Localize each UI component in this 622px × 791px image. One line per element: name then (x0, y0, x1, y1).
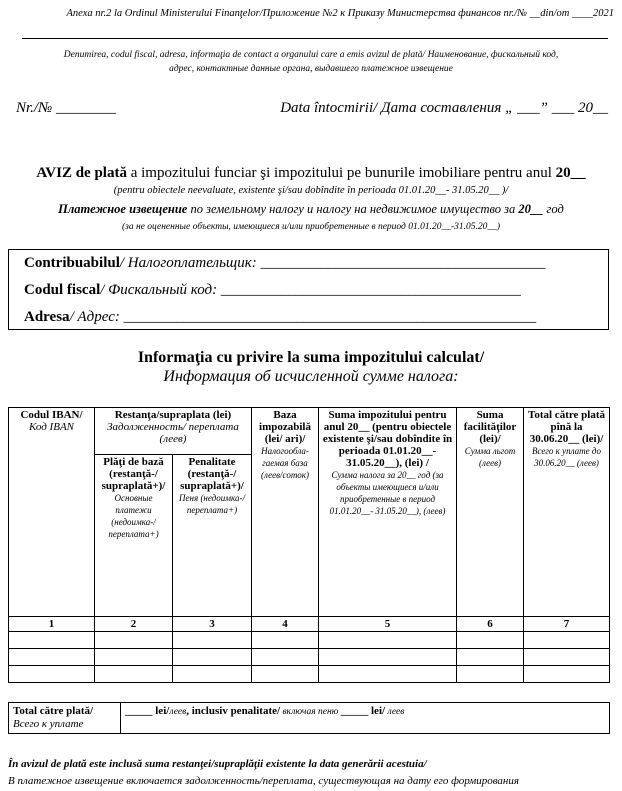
table-header-row (9, 408, 610, 455)
col-sum-ru: Сумма налога за 20__ год (за объекты имеющиеся и/или приобретенные в период 01.01.20__- 31.05.20__), (леев) (329, 470, 446, 516)
col-facilities-ru: Сумма льгот (леев) (464, 446, 516, 468)
total-amount: _____ lei/ (125, 705, 170, 717)
col-sum-header (319, 408, 457, 617)
address-label: Adresa (24, 309, 70, 325)
col-facilities-ro: Suma facilităţilor (lei)/ (463, 409, 517, 445)
col-base-header (252, 408, 319, 617)
col-iban-ru: Код IBAN (29, 421, 74, 433)
col-total-ru: Всего к уплате до 30.06.20__ (леев) (532, 446, 601, 468)
col-total-ro: Total către plată pînă la 30.06.20__ (lei)/ (528, 409, 606, 445)
total-amount-ru: леев (169, 707, 187, 717)
table-cell (95, 632, 173, 649)
taxpayer-box (8, 249, 609, 330)
title-ro-rest: a impozitului funciar şi impozitului pe bunurile imobiliare pentru anul (126, 165, 556, 181)
info-title (10, 348, 612, 386)
table-row (9, 632, 610, 649)
col-base-payments-ro: Plăţi de bază (restanţă-/ supraplată+)/ (101, 456, 166, 492)
table-cell (524, 666, 610, 683)
table-row (9, 649, 610, 666)
col-arrears-ru: Задолженность/ переплата (леев) (107, 421, 239, 445)
taxpayer-row (24, 255, 546, 272)
fiscal-code-label: Codul fiscal (24, 282, 101, 298)
table-row (9, 666, 610, 683)
table-cell (252, 666, 319, 683)
number-field: Nr./№ ________ (16, 100, 116, 116)
table-cell (457, 649, 524, 666)
col-number: 5 (319, 617, 457, 632)
col-number: 7 (524, 617, 610, 632)
table-cell (95, 649, 173, 666)
table-cell (457, 666, 524, 683)
title-ru-sub: (за не оцененные объекты, имеющиеся и/или приобретенные в период 01.01.20__-31.05.20__) (121, 222, 501, 232)
footer-note-ro: În avizul de plată este inclusă suma restanţei/supraplăţii existente la data generării acestuia/ (8, 758, 427, 770)
info-title-ru: Информация об исчисленной сумме налога: (163, 368, 459, 385)
col-number: 6 (457, 617, 524, 632)
footer-note-ru: В платежное извещение включается задолженность/переплата, существующая на дату его формирования (8, 775, 520, 787)
total-penalty-label-ru: включая пеню (280, 707, 341, 717)
footer-note (8, 756, 614, 790)
title-ro (10, 164, 612, 182)
total-row (9, 703, 610, 734)
col-base-payments-ru: Основные платежи (недоимка-/ переплата+) (108, 493, 159, 539)
tax-table (8, 407, 610, 683)
info-title-ro: Informaţia cu privire la suma impozitului calculat/ (137, 349, 485, 366)
total-value-cell (121, 703, 610, 734)
table-cell (9, 649, 95, 666)
col-number: 4 (252, 617, 319, 632)
total-label-cell (9, 703, 121, 734)
table-cell (173, 632, 252, 649)
total-table (8, 702, 610, 734)
title-ro-bold: AVIZ de plată (36, 165, 127, 181)
table-cell (524, 649, 610, 666)
table-cell (319, 632, 457, 649)
col-arrears-ro: Restanţa/supraplata (lei) (114, 409, 232, 421)
date-field: Data întocmirii/ Дата составления „ ___” ___ 20__ (280, 100, 608, 116)
table-cell (524, 632, 610, 649)
table-cell (173, 649, 252, 666)
issuer-caption-ro: Denumirea, codul fiscal, adresa, informaţia de contact a organului care a emis avizul de plată/ Наименование, фискальный код, (63, 50, 559, 60)
document-title (10, 164, 612, 236)
total-penalty-amount: _____ lei/ (340, 705, 386, 717)
table-cell (9, 666, 95, 683)
issuer-caption-ru: адрес, контактные данные органа, выдавшего платежное извещение (169, 64, 453, 74)
col-arrears-header (95, 408, 252, 455)
title-ru-year: 20__ (518, 202, 544, 216)
title-ru (10, 200, 612, 218)
col-facilities-header (457, 408, 524, 617)
title-ro-sub: (pentru obiectele neevaluate, existente şi/sau dobîndite în perioada 01.01.20__- 31.05.20__ )/ (113, 185, 509, 196)
col-iban-ro: Codul IBAN/ (20, 409, 83, 421)
col-number: 1 (9, 617, 95, 632)
total-label-ru: Всего к уплате (13, 718, 84, 730)
col-iban-header (9, 408, 95, 617)
total-penalty-amount-ru: леев (385, 707, 405, 717)
title-ru-end: год (543, 202, 564, 216)
table-cell (319, 666, 457, 683)
total-label-ro: Total către plată/ (13, 705, 94, 717)
taxpayer-label: Contribuabilul (24, 255, 120, 271)
table-cell (9, 632, 95, 649)
total-penalty-label: , inclusiv penalitate/ (186, 705, 281, 717)
col-sum-ro: Suma impozitului pentru anul 20__ (pentru obiectele existente şi/sau dobîndite în perioada 01.01.20__- 31.05.20__), (lei) / (322, 409, 453, 469)
col-number: 2 (95, 617, 173, 632)
table-cell (95, 666, 173, 683)
fiscal-code-row (24, 282, 521, 299)
issuer-caption (10, 48, 612, 76)
col-total-header (524, 408, 610, 617)
address-row (24, 309, 536, 326)
table-cell (252, 632, 319, 649)
annex-header: Anexa nr.2 la Ordinul Ministerului Finanţelor/Приложение №2 к Приказу Министерства финансов nr./№ __din/от ____2021 (66, 8, 614, 19)
col-base-ro: Baza impozabilă (lei/ ari)/ (259, 409, 311, 445)
title-ru-rest: по земельному налогу и налогу на недвижимое имущество за (187, 202, 519, 216)
address-label-ru: / Адрес: _______________________________________________________ (69, 309, 537, 325)
fiscal-code-label-ru: / Фискальный код: ________________________________________ (100, 282, 521, 298)
col-penalty-header (173, 455, 252, 617)
table-cell (319, 649, 457, 666)
col-base-payments-header (95, 455, 173, 617)
table-cell (252, 649, 319, 666)
col-base-ru: Налогообла-гаемая база (леев/соток) (261, 446, 310, 480)
column-numbers-row (9, 617, 610, 632)
issuer-line (22, 38, 608, 39)
col-penalty-ro: Penalitate (restanţă-/ supraplată+)/ (180, 456, 244, 492)
taxpayer-label-ru: / Налогоплательщик: ______________________________________ (119, 255, 546, 271)
table-cell (457, 632, 524, 649)
number-date-row (16, 100, 608, 117)
table-cell (173, 666, 252, 683)
title-ro-year: 20__ (555, 165, 586, 181)
col-number: 3 (173, 617, 252, 632)
col-penalty-ru: Пеня (недоимка-/ переплата+) (179, 493, 245, 515)
title-ru-bold: Платежное извещение (58, 202, 188, 216)
